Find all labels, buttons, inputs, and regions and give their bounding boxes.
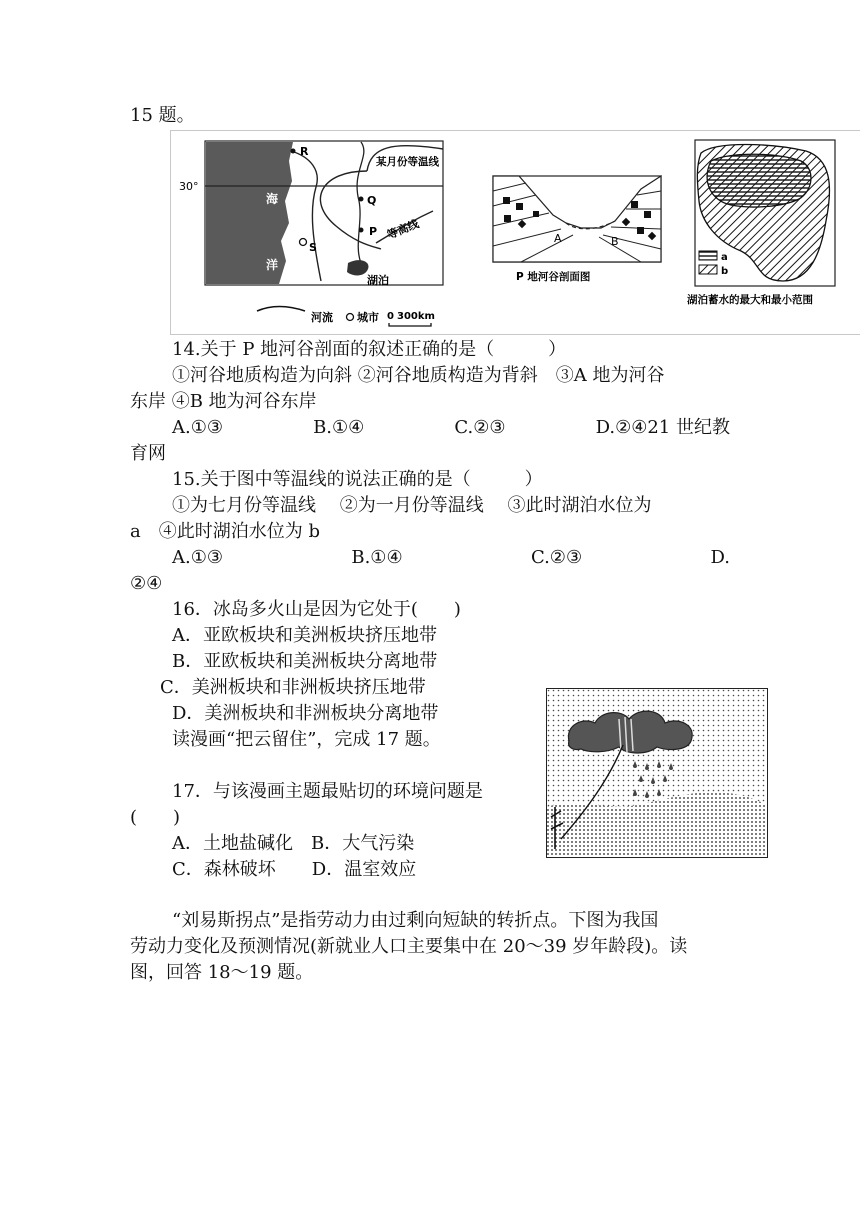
q14-stem: 14.关于 P 地河谷剖面的叙述正确的是（ ） [172,339,567,360]
label-isotherm: 某月份等温线 [376,156,439,168]
label-latitude: 30° [179,180,199,193]
legend-a-label: a [721,252,728,263]
q14-tail: 育网 [130,443,166,464]
lake-figure [687,140,835,306]
passage-line1: “刘易斯拐点”是指劳动力由过剩向短缺的转折点。下图为我国 [172,910,659,931]
sea-area [206,142,293,284]
q16-option-a[interactable]: A．亚欧板块和美洲板块挤压地带 [172,625,437,646]
figure-strip [170,130,860,335]
q15-choice-d[interactable]: D. [710,547,730,568]
label-sea-1: 海 [266,192,279,206]
q17-options-line2[interactable]: C．森林破坏 D．温室效应 [172,859,417,880]
q14-choices [172,416,730,440]
legend-river-line [257,307,305,312]
legend-scale-zero: 0 [387,311,394,322]
legend-scale-bar [389,323,431,326]
q16-option-c[interactable]: C．美洲板块和非洲板块挤压地带 [160,677,426,698]
q17-stem-line1: 17．与该漫画主题最贴切的环境问题是 [172,781,483,802]
q17-stem-line2: ( ) [130,807,181,828]
figure-strip-svg [171,131,860,334]
city-R-dot [291,149,296,154]
q14-options-line2: 东岸 ④B 地为河谷东岸 [130,391,317,412]
city-P-dot [359,228,364,233]
legend-river-label: 河流 [311,311,333,324]
label-A: A [554,232,562,245]
q15-tail: ②④ [130,573,163,594]
q14-choice-a[interactable]: A.①③ [172,417,223,438]
q17-options-line1[interactable]: A．土地盐碱化 B．大气污染 [172,833,415,854]
q16-stem: 16．冰岛多火山是因为它处于( ) [172,599,461,620]
rock-block [503,197,510,204]
rock-block [533,211,539,217]
q15-choice-a[interactable]: A.①③ [172,547,223,568]
label-sea-2: 洋 [266,258,279,272]
q14-choice-d[interactable]: D.②④21 世纪教 [595,417,730,438]
q15-options-line1: ①为七月份等温线 ②为一月份等温线 ③此时湖泊水位为 [172,495,652,516]
q16-option-d[interactable]: D．美洲板块和非洲板块分离地带 [172,703,439,724]
rock-block [644,211,651,218]
rock-block [631,201,638,208]
label-contour: 等高线 [385,217,421,242]
city-S-circle [300,239,307,246]
legend-scale-label: 300km [397,311,435,322]
q15-choice-c[interactable]: C.②③ [530,547,583,568]
comic-svg [547,689,767,857]
intro-line: 15 题。 [130,105,195,126]
legend-city-symbol [347,314,354,321]
q14-choice-c[interactable]: C.②③ [454,417,506,438]
legend-a-swatch [699,251,717,260]
q14-options-line1: ①河谷地质构造为向斜 ②河谷地质构造为背斜 ③A 地为河谷 [172,365,665,386]
comic-image [546,688,768,858]
q16-option-b[interactable]: B．亚欧板块和美洲板块分离地带 [172,651,438,672]
q14-choice-b[interactable]: B.①④ [313,417,365,438]
rock-block [504,215,511,222]
q15-options-line2: a ④此时湖泊水位为 b [130,521,320,542]
legend-b-label: b [721,266,729,277]
label-R: R [300,145,309,158]
valley-figure [493,176,661,283]
q15-stem: 15.关于图中等温线的说法正确的是（ ） [172,469,543,490]
label-Q: Q [367,194,377,207]
rock-block [637,227,644,234]
q15-choice-b[interactable]: B.①④ [351,547,403,568]
label-S: S [309,241,317,254]
lake-caption: 湖泊蓄水的最大和最小范围 [687,294,813,306]
legend-b-swatch [699,265,717,274]
map-figure [179,141,443,326]
valley-caption: P 地河谷剖面图 [516,271,591,283]
city-Q-dot [359,197,364,202]
comic-intro: 读漫画“把云留住”，完成 17 题。 [172,729,441,750]
rock-block [516,203,523,210]
passage-line2: 劳动力变化及预测情况(新就业人口主要集中在 20～39 岁年龄段)。读 [130,936,688,957]
legend-city-label: 城市 [357,311,379,324]
q15-choices [172,546,730,570]
label-P: P [369,225,378,238]
passage-line3: 图，回答 18～19 题。 [130,962,314,983]
label-lake: 湖泊 [367,274,389,287]
label-B: B [611,235,619,248]
lake-min-extent [707,154,811,207]
